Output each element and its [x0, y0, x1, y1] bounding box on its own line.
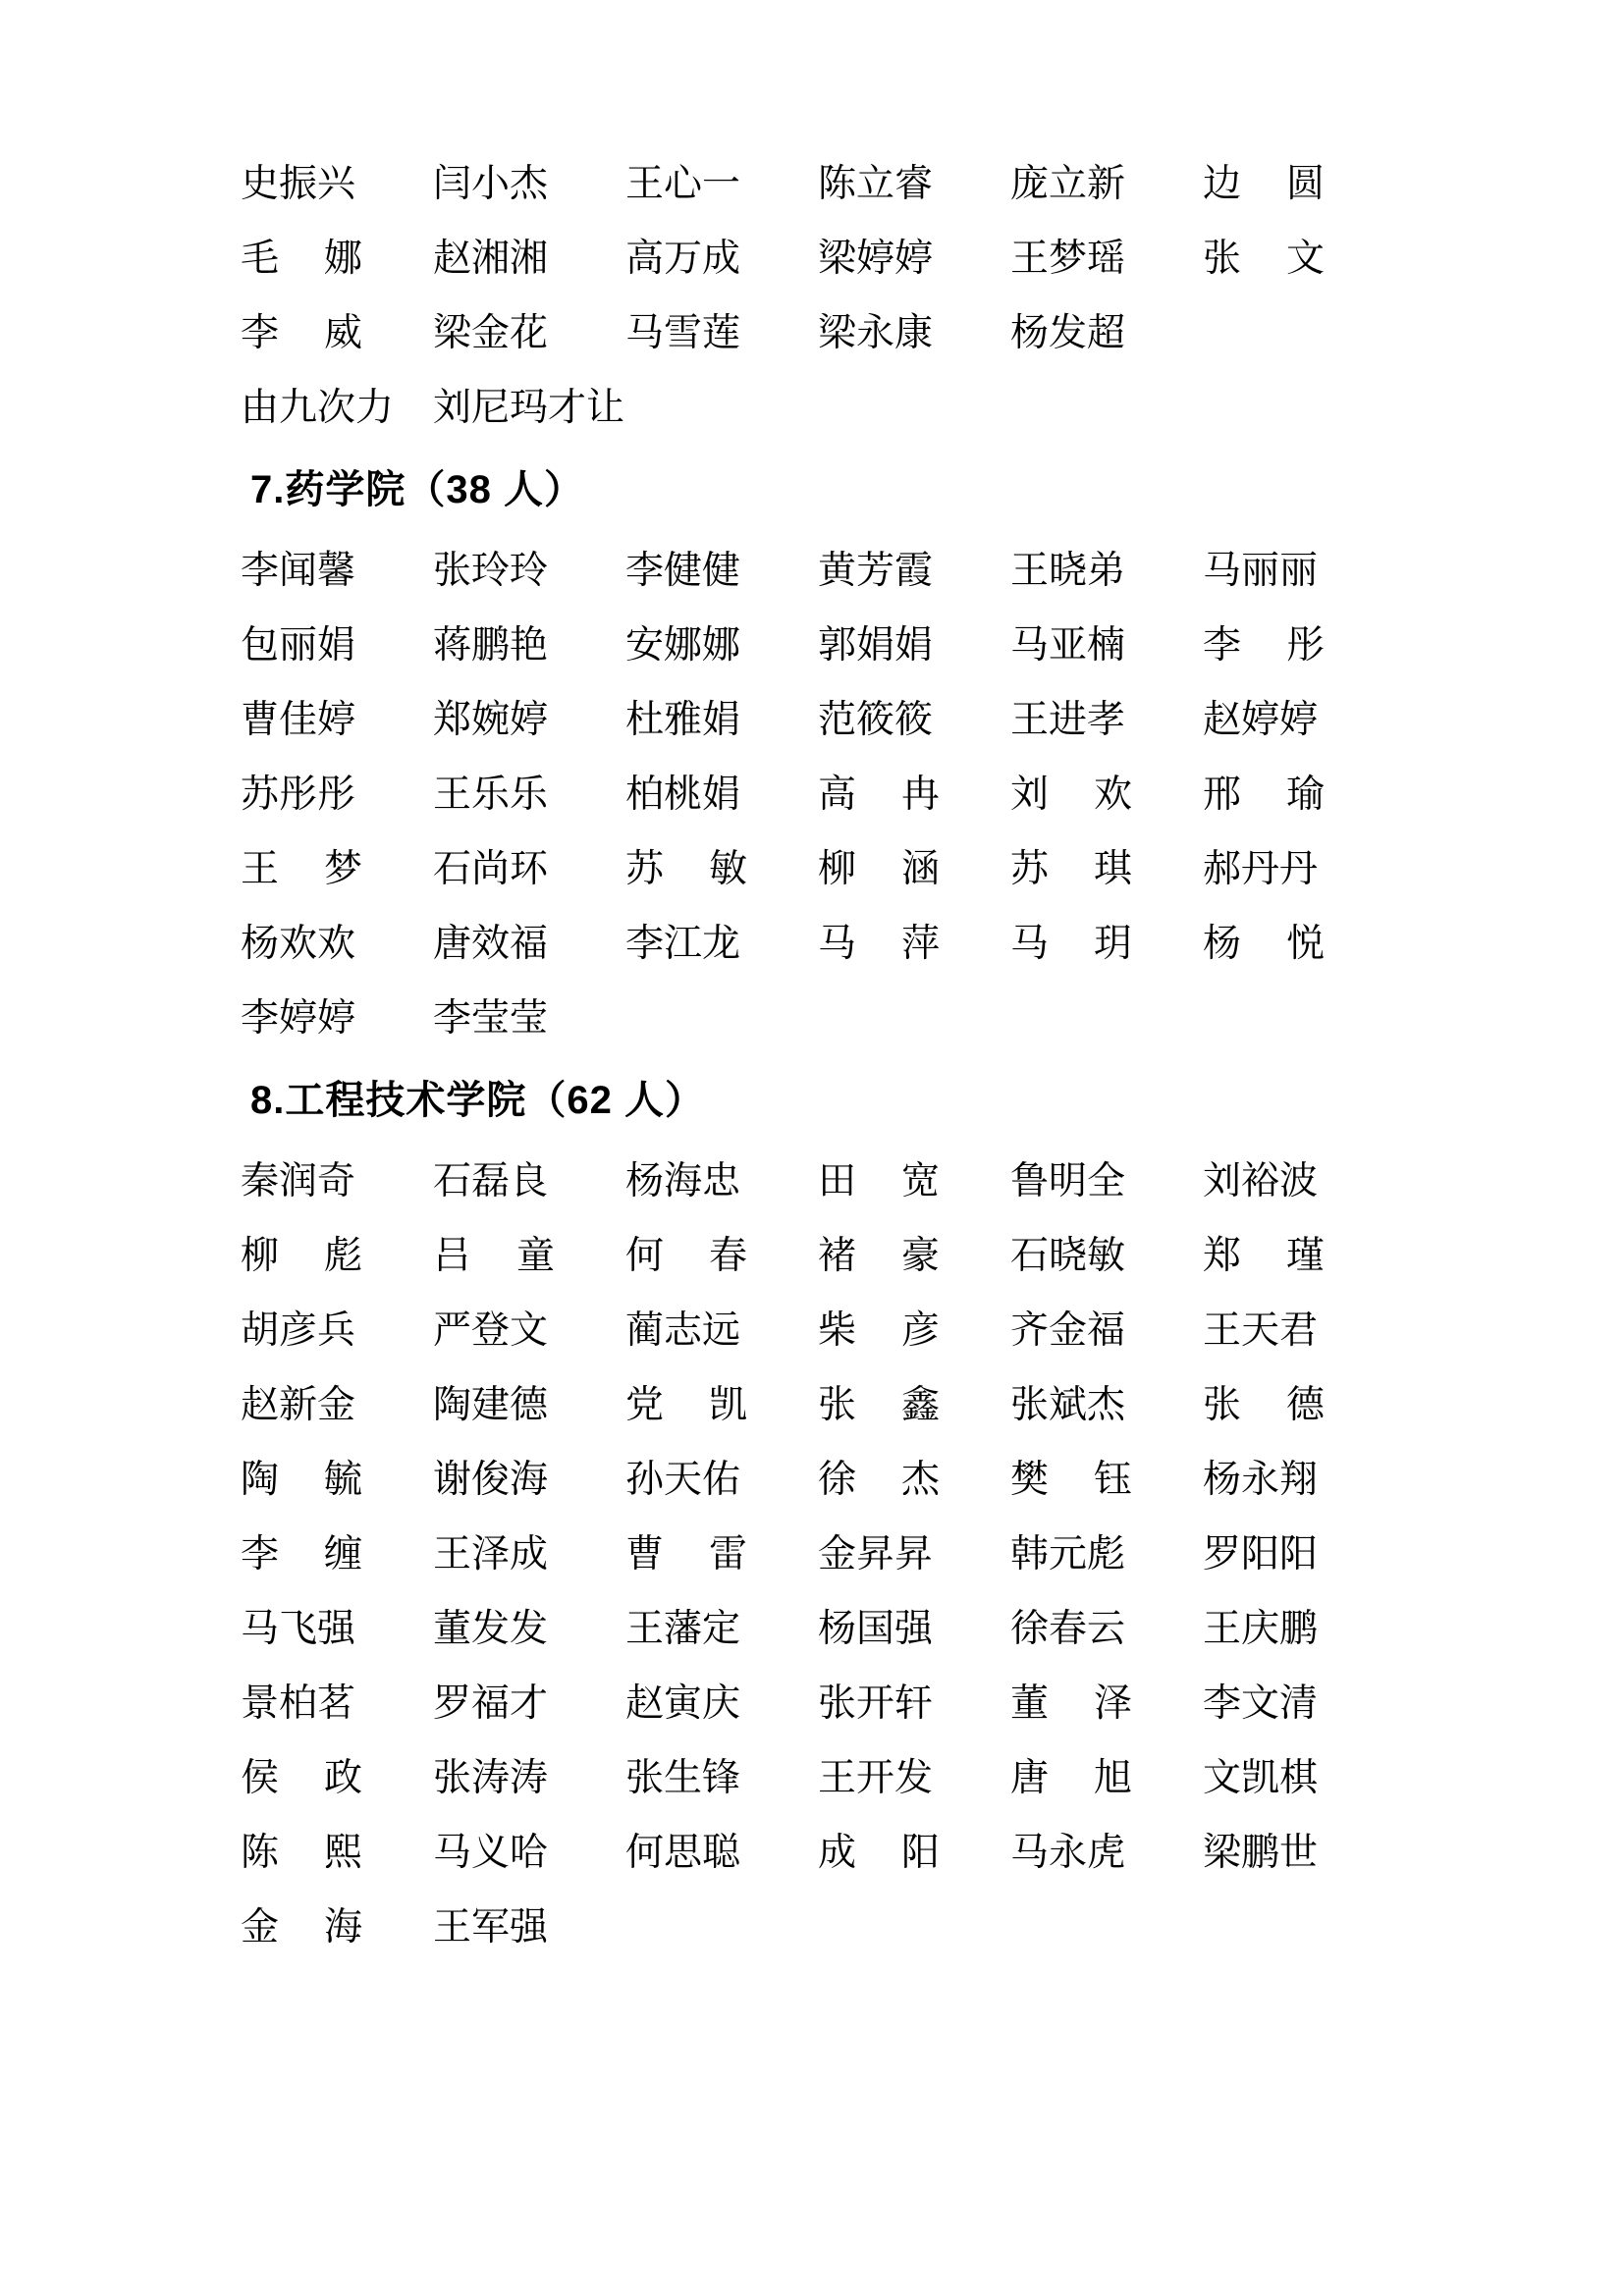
name-cell-empty	[625, 1891, 818, 1965]
name-cell: 金海	[241, 1906, 362, 1949]
name-cell: 马雪莲	[625, 312, 741, 354]
name-cell: 刘尼玛才让	[433, 387, 625, 429]
name-cell: 王庆鹏	[1203, 1608, 1319, 1650]
name-cell: 孙天佑	[625, 1459, 741, 1501]
name-grid	[241, 147, 1437, 446]
document-content	[241, 147, 1437, 1965]
name-cell: 王藩定	[625, 1608, 741, 1650]
name-cell: 王开发	[818, 1757, 934, 1799]
name-cell: 郑婉婷	[433, 699, 549, 741]
name-cell: 张鑫	[818, 1384, 940, 1426]
name-cell: 李缠	[241, 1533, 362, 1575]
name-cell: 马飞强	[241, 1608, 356, 1650]
name-cell: 梁婷婷	[818, 238, 934, 280]
name-cell: 曹雷	[625, 1533, 747, 1575]
name-cell: 杨永翔	[1203, 1459, 1319, 1501]
name-cell-empty	[1203, 296, 1395, 371]
name-cell-empty	[1203, 982, 1395, 1056]
name-cell: 柴彦	[818, 1309, 940, 1352]
name-cell: 张德	[1203, 1384, 1325, 1426]
name-cell: 马义哈	[433, 1832, 549, 1874]
name-cell: 高万成	[625, 238, 741, 280]
name-cell: 梁永康	[818, 312, 934, 354]
name-cell-empty	[1010, 371, 1203, 446]
name-cell-empty	[1203, 371, 1395, 446]
name-cell-empty	[625, 371, 818, 446]
name-cell: 李健健	[625, 550, 741, 592]
name-cell: 曹佳婷	[241, 699, 356, 741]
name-cell: 张文	[1203, 238, 1325, 280]
name-cell: 苏敏	[625, 848, 747, 890]
name-cell: 何思聪	[625, 1832, 741, 1874]
name-grid	[241, 1145, 1437, 1965]
name-cell: 苏彤彤	[241, 774, 356, 816]
section-heading: 8.工程技术学院（62 人）	[250, 1079, 705, 1122]
name-cell: 邢瑜	[1203, 774, 1325, 816]
name-cell: 杨国强	[818, 1608, 934, 1650]
name-cell: 张玲玲	[433, 550, 549, 592]
name-cell: 郝丹丹	[1203, 848, 1319, 890]
name-cell: 石晓敏	[1010, 1235, 1126, 1277]
section-heading: 7.药学院（38 人）	[250, 468, 584, 511]
name-cell: 何春	[625, 1235, 747, 1277]
name-cell: 王进孝	[1010, 699, 1126, 741]
name-cell: 吕童	[433, 1235, 555, 1277]
name-cell: 褚豪	[818, 1235, 940, 1277]
name-cell: 石磊良	[433, 1160, 549, 1202]
name-cell: 王晓弟	[1010, 550, 1126, 592]
name-cell: 李威	[241, 312, 362, 354]
name-cell: 樊钰	[1010, 1459, 1132, 1501]
name-cell: 赵婷婷	[1203, 699, 1319, 741]
name-cell-empty	[625, 982, 818, 1056]
name-cell: 赵寅庆	[625, 1682, 741, 1725]
name-cell: 赵新金	[241, 1384, 356, 1426]
name-group	[241, 147, 1437, 446]
name-cell: 庞立新	[1010, 163, 1126, 205]
name-grid	[241, 534, 1437, 1056]
name-cell: 李彤	[1203, 624, 1325, 667]
name-cell: 李闻馨	[241, 550, 356, 592]
name-cell: 杨海忠	[625, 1160, 741, 1202]
name-cell: 徐杰	[818, 1459, 940, 1501]
name-cell: 范筱筱	[818, 699, 934, 741]
name-cell: 王乐乐	[433, 774, 549, 816]
name-cell: 刘裕波	[1203, 1160, 1319, 1202]
name-cell: 唐旭	[1010, 1757, 1132, 1799]
name-cell: 陶建德	[433, 1384, 549, 1426]
name-cell: 王梦瑶	[1010, 238, 1126, 280]
name-cell-empty	[818, 371, 1010, 446]
name-cell: 文凯棋	[1203, 1757, 1319, 1799]
name-cell: 王泽成	[433, 1533, 549, 1575]
name-cell: 杨欢欢	[241, 923, 356, 965]
name-cell: 蒋鹏艳	[433, 624, 549, 667]
name-cell: 苏琪	[1010, 848, 1132, 890]
name-cell: 安娜娜	[625, 624, 741, 667]
name-cell: 梁鹏世	[1203, 1832, 1319, 1874]
name-cell: 李江龙	[625, 923, 741, 965]
name-cell: 徐春云	[1010, 1608, 1126, 1650]
name-cell-empty	[818, 982, 1010, 1056]
name-cell: 李莹莹	[433, 997, 549, 1040]
name-cell: 杨悦	[1203, 923, 1325, 965]
name-cell: 景柏茗	[241, 1682, 356, 1725]
name-cell: 蔺志远	[625, 1309, 741, 1352]
name-cell: 党凯	[625, 1384, 747, 1426]
name-cell: 谢俊海	[433, 1459, 549, 1501]
name-cell: 韩元彪	[1010, 1533, 1126, 1575]
name-cell: 王心一	[625, 163, 741, 205]
name-cell: 赵湘湘	[433, 238, 549, 280]
name-cell: 侯政	[241, 1757, 362, 1799]
name-cell: 张斌杰	[1010, 1384, 1126, 1426]
name-cell: 田宽	[818, 1160, 940, 1202]
name-cell: 陈立睿	[818, 163, 934, 205]
name-cell: 马萍	[818, 923, 940, 965]
name-cell: 王军强	[433, 1906, 549, 1949]
name-cell: 罗阳阳	[1203, 1533, 1319, 1575]
name-cell: 成阳	[818, 1832, 940, 1874]
name-cell: 由九次力	[241, 387, 395, 429]
name-cell: 马亚楠	[1010, 624, 1126, 667]
name-cell: 高冉	[818, 774, 940, 816]
name-cell: 刘欢	[1010, 774, 1132, 816]
name-cell: 毛娜	[241, 238, 362, 280]
name-cell: 梁金花	[433, 312, 549, 354]
name-cell: 王梦	[241, 848, 362, 890]
name-cell: 马永虎	[1010, 1832, 1126, 1874]
name-cell: 金昇昇	[818, 1533, 934, 1575]
name-cell: 陈熙	[241, 1832, 362, 1874]
name-cell: 柏桃娟	[625, 774, 741, 816]
name-cell: 唐效福	[433, 923, 549, 965]
name-cell: 齐金福	[1010, 1309, 1126, 1352]
name-cell: 严登文	[433, 1309, 549, 1352]
name-cell: 柳彪	[241, 1235, 362, 1277]
name-cell: 闫小杰	[433, 163, 549, 205]
name-cell: 董泽	[1010, 1682, 1132, 1725]
name-cell: 马玥	[1010, 923, 1132, 965]
name-cell: 张生锋	[625, 1757, 741, 1799]
name-cell-empty	[818, 1891, 1010, 1965]
name-cell: 王天君	[1203, 1309, 1319, 1352]
name-cell: 石尚环	[433, 848, 549, 890]
name-cell: 张开轩	[818, 1682, 934, 1725]
name-cell: 黄芳霞	[818, 550, 934, 592]
name-cell: 史振兴	[241, 163, 356, 205]
name-cell: 马丽丽	[1203, 550, 1319, 592]
name-cell: 鲁明全	[1010, 1160, 1126, 1202]
name-cell: 边圆	[1203, 163, 1325, 205]
name-cell: 郭娟娟	[818, 624, 934, 667]
name-cell: 秦润奇	[241, 1160, 356, 1202]
name-cell: 杨发超	[1010, 312, 1126, 354]
name-cell-empty	[1203, 1891, 1395, 1965]
name-cell: 胡彦兵	[241, 1309, 356, 1352]
name-group	[241, 446, 1437, 1056]
name-cell-empty	[1010, 982, 1203, 1056]
name-cell: 包丽娟	[241, 624, 356, 667]
name-cell: 杜雅娟	[625, 699, 741, 741]
name-cell: 李文清	[1203, 1682, 1319, 1725]
name-cell-empty	[1010, 1891, 1203, 1965]
name-cell: 罗福才	[433, 1682, 549, 1725]
name-group	[241, 1056, 1437, 1965]
name-cell: 张涛涛	[433, 1757, 549, 1799]
name-cell: 董发发	[433, 1608, 549, 1650]
name-cell: 柳涵	[818, 848, 940, 890]
name-cell: 郑瑾	[1203, 1235, 1325, 1277]
name-cell: 陶毓	[241, 1459, 362, 1501]
name-cell: 李婷婷	[241, 997, 356, 1040]
